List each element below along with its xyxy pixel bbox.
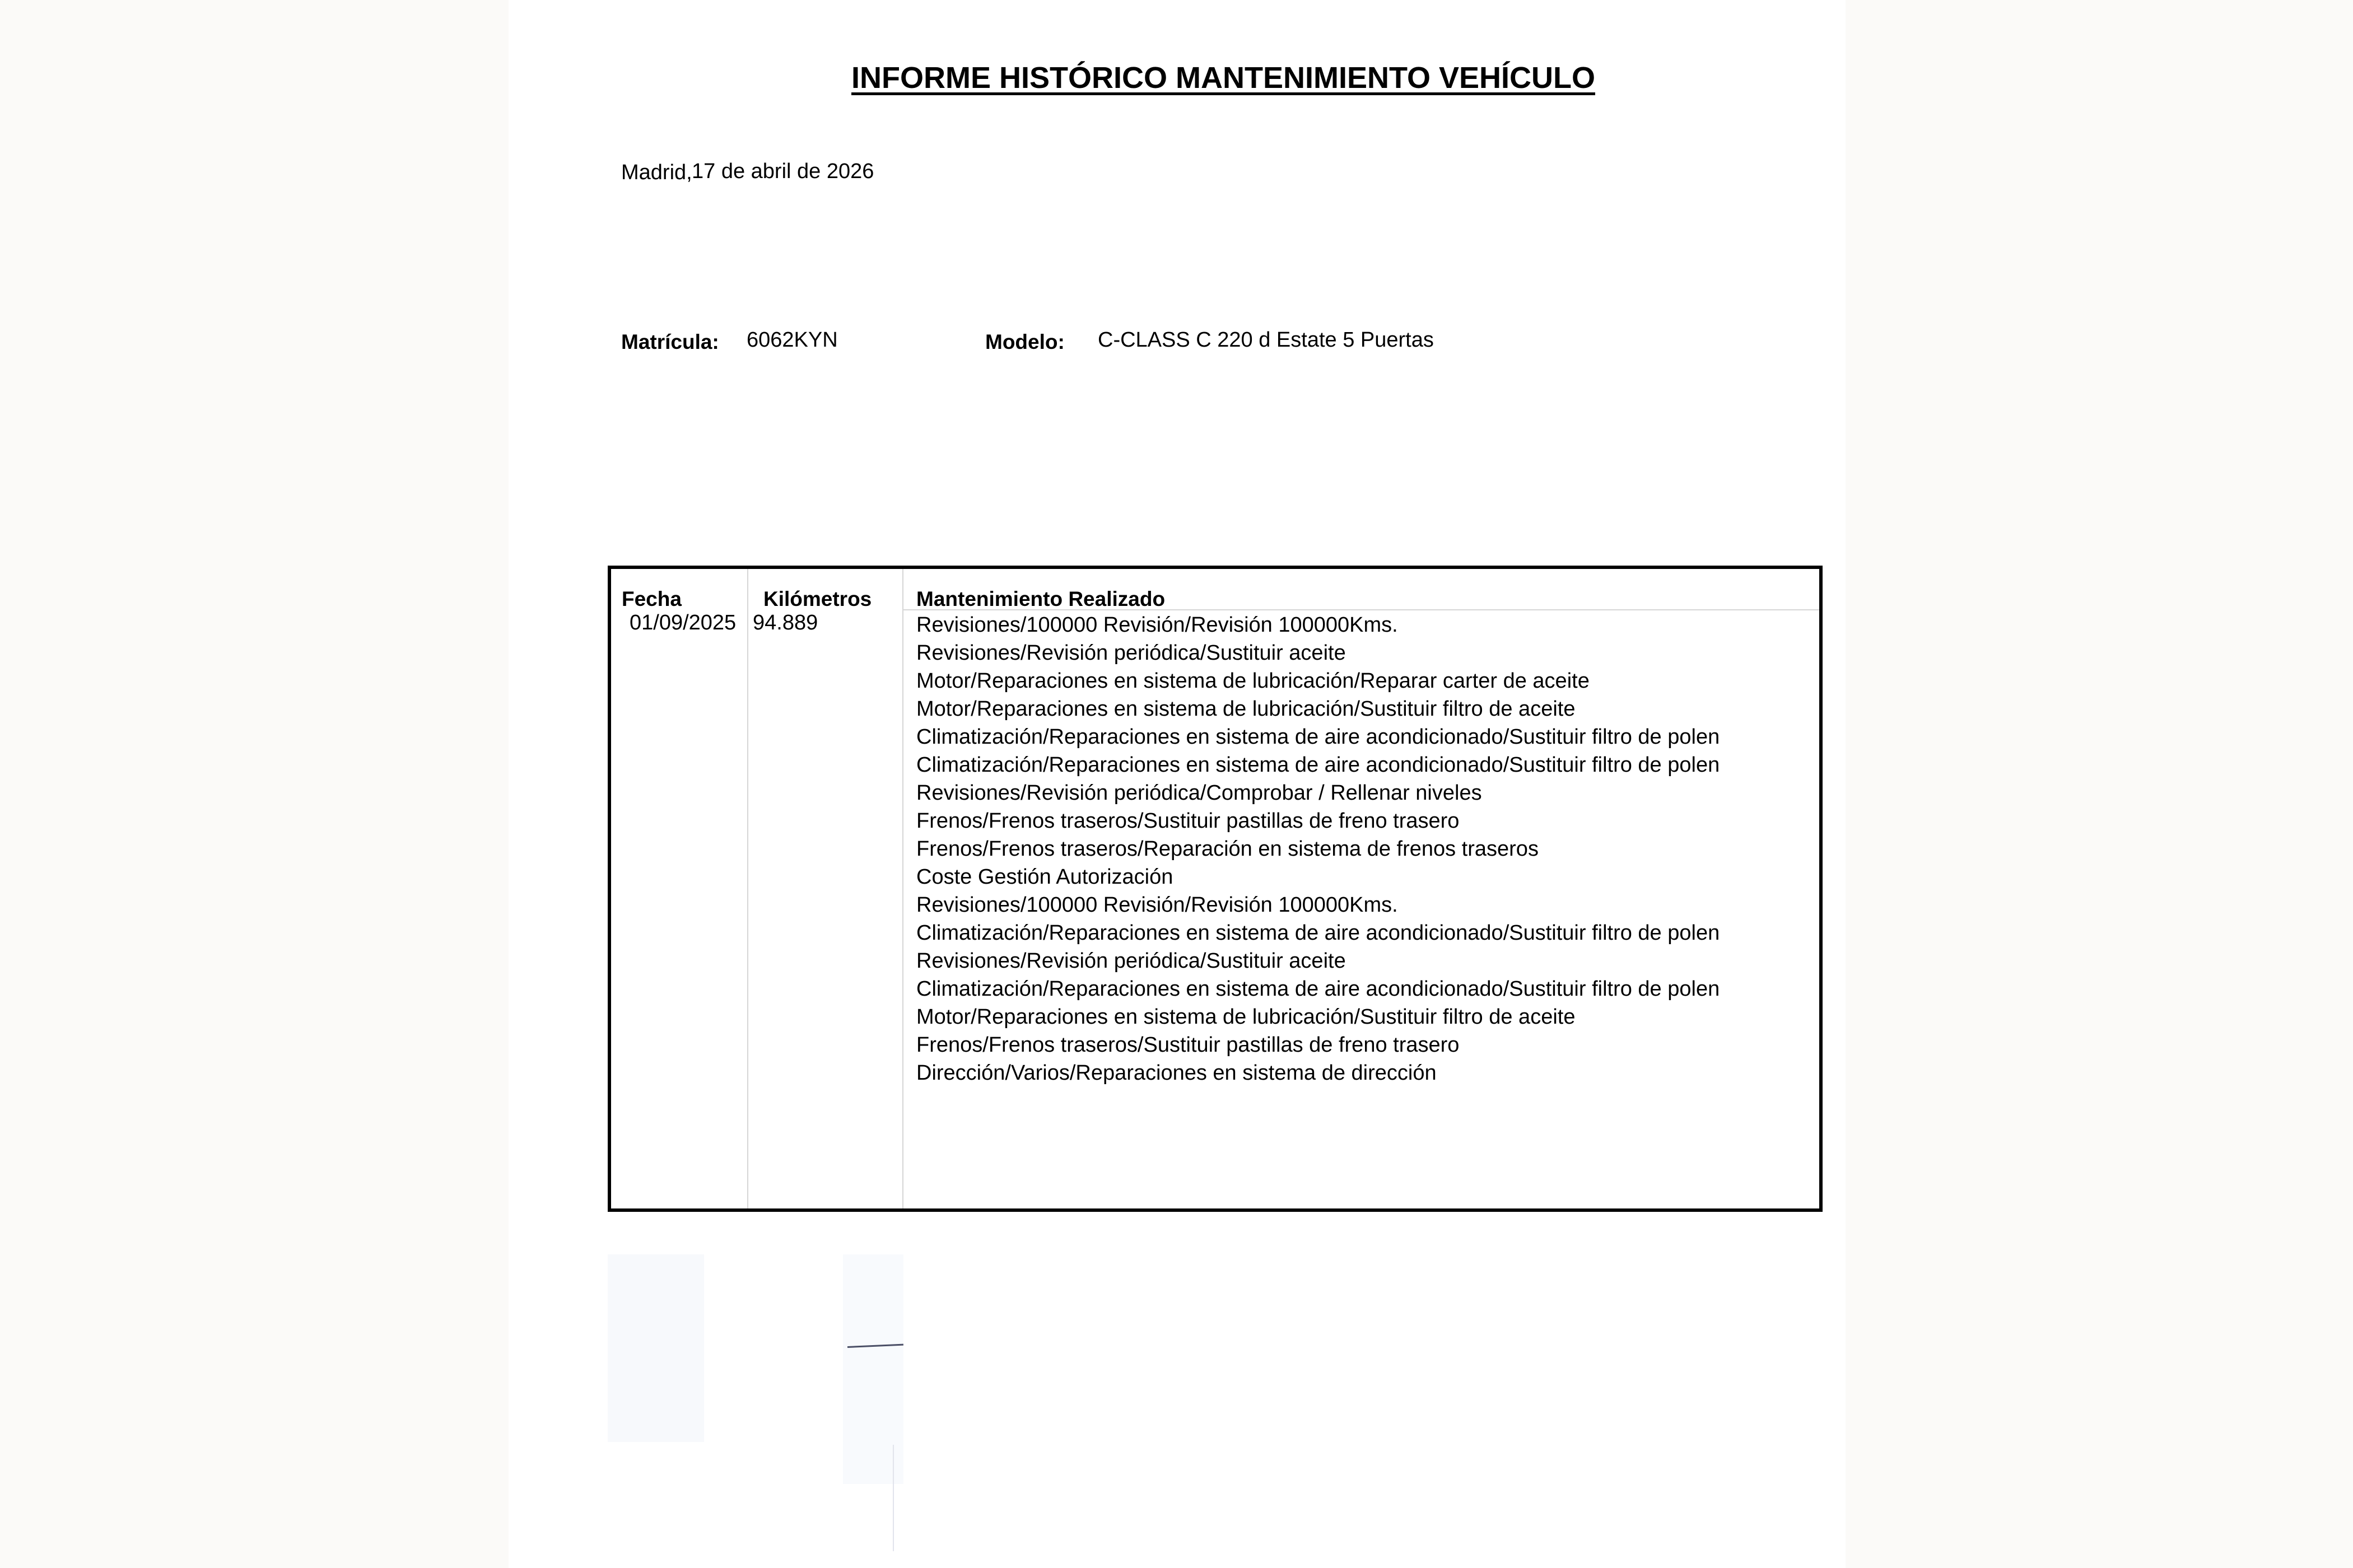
maintenance-list <box>916 611 1824 1087</box>
maintenance-item: Frenos/Frenos traseros/Sustituir pastillas de freno trasero <box>916 1033 1460 1057</box>
header-work: Mantenimiento Realizado <box>916 587 1166 610</box>
maintenance-item: Revisiones/Revisión periódica/Sustituir aceite <box>916 641 1346 665</box>
row-date: 01/09/2025 <box>630 611 737 634</box>
maintenance-item: Coste Gestión Autorización <box>916 865 1173 889</box>
report-title: INFORME HISTÓRICO MANTENIMIENTO VEHÍCULO <box>851 61 1596 95</box>
column-divider-date <box>747 569 748 1208</box>
redacted-stamp-area <box>608 1254 704 1442</box>
model-label: Modelo: <box>985 330 1065 353</box>
maintenance-item: Motor/Reparaciones en sistema de lubricación/Sustituir filtro de aceite <box>916 697 1576 721</box>
maintenance-item: Revisiones/Revisión periódica/Comprobar / Rellenar niveles <box>916 781 1482 805</box>
model-value: C-CLASS C 220 d Estate 5 Puertas <box>1098 328 1434 352</box>
plate-value: 6062KYN <box>747 328 838 352</box>
maintenance-item: Revisiones/Revisión periódica/Sustituir aceite <box>916 949 1346 973</box>
header-km: Kilómetros <box>763 587 872 610</box>
maintenance-item: Revisiones/100000 Revisión/Revisión 100000Kms. <box>916 613 1398 637</box>
header-date: Fecha <box>622 587 682 610</box>
maintenance-item: Climatización/Reparaciones en sistema de aire acondicionado/Sustituir filtro de polen <box>916 977 1720 1001</box>
maintenance-item: Dirección/Varios/Reparaciones en sistema de dirección <box>916 1061 1437 1085</box>
maintenance-item: Revisiones/100000 Revisión/Revisión 100000Kms. <box>916 893 1398 917</box>
redacted-signature-area <box>843 1254 903 1484</box>
maintenance-item: Motor/Reparaciones en sistema de lubricación/Reparar carter de aceite <box>916 669 1590 693</box>
maintenance-table <box>608 566 1823 1212</box>
maintenance-item: Frenos/Frenos traseros/Reparación en sistema de frenos traseros <box>916 837 1539 861</box>
report-date: 17 de abril de 2026 <box>692 160 874 183</box>
maintenance-item: Climatización/Reparaciones en sistema de aire acondicionado/Sustituir filtro de polen <box>916 753 1720 777</box>
row-km: 94.889 <box>753 611 818 634</box>
maintenance-item: Frenos/Frenos traseros/Sustituir pastillas de freno trasero <box>916 809 1460 833</box>
column-divider-km <box>902 569 903 1208</box>
signature-trace <box>893 1445 894 1551</box>
maintenance-item: Climatización/Reparaciones en sistema de aire acondicionado/Sustituir filtro de polen <box>916 921 1720 945</box>
report-city: Madrid, <box>621 161 692 184</box>
maintenance-item: Climatización/Reparaciones en sistema de aire acondicionado/Sustituir filtro de polen <box>916 725 1720 749</box>
plate-label: Matrícula: <box>621 330 719 353</box>
maintenance-item: Motor/Reparaciones en sistema de lubricación/Sustituir filtro de aceite <box>916 1005 1576 1029</box>
